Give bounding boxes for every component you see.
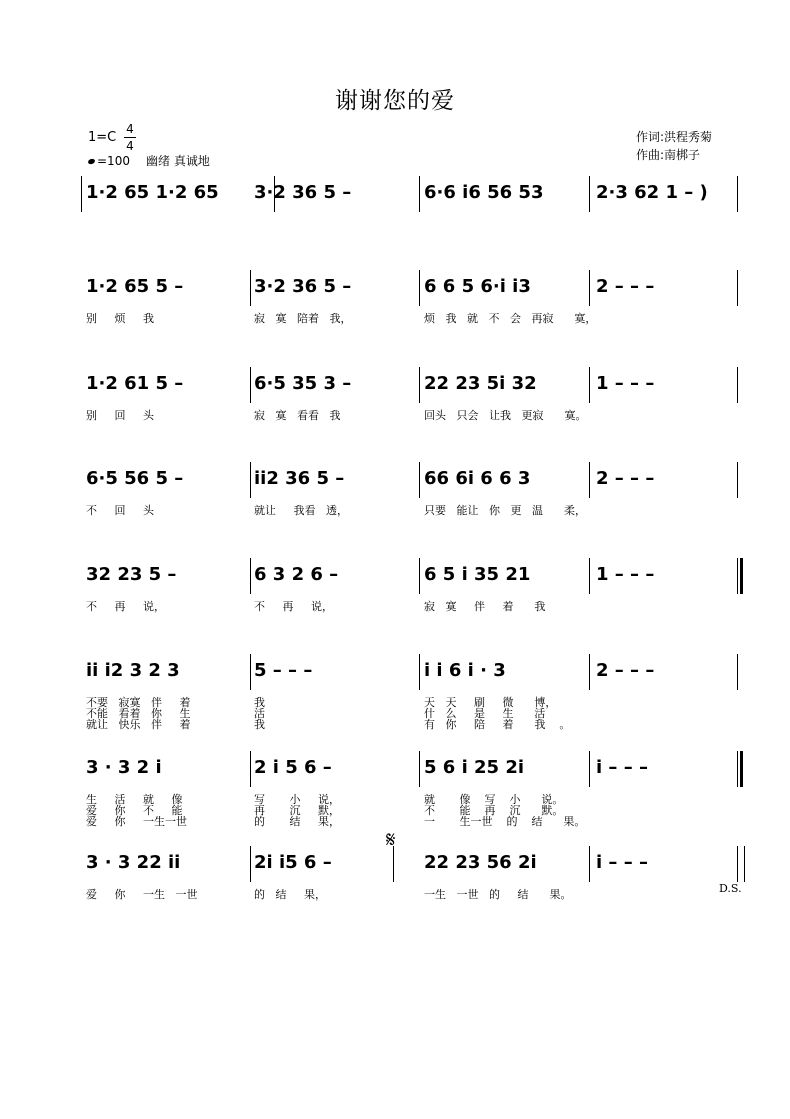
measure-notes: 22 23 56 2i bbox=[424, 852, 537, 873]
barline bbox=[250, 270, 251, 306]
lyric-line: 就 像 写 小 说。 bbox=[424, 793, 564, 806]
measure-notes: 5 – – – bbox=[254, 660, 313, 681]
measure-notes: ii2 36 5 – bbox=[254, 468, 345, 489]
measure-notes: 6 5 i 35 21 bbox=[424, 564, 531, 585]
measure-notes: 2 – – – bbox=[596, 468, 655, 489]
measure-notes: 6·6 i6 56 53 bbox=[424, 182, 544, 203]
measure-notes: i – – – bbox=[596, 852, 648, 873]
barline bbox=[589, 367, 590, 403]
measure-notes: 3 · 3 2 i bbox=[86, 757, 162, 778]
lyric-line: 不 能 再 沉 默。 bbox=[424, 804, 564, 817]
measure-notes: 3 · 3 22 ii bbox=[86, 852, 181, 873]
lyric-line: 什 么 是 生 活 bbox=[424, 707, 546, 720]
barline bbox=[737, 751, 738, 787]
lyric-line: 不要 寂寞 伴 着 bbox=[86, 696, 191, 709]
lyric-line: 不 再 说， bbox=[86, 600, 165, 613]
barline bbox=[419, 270, 420, 306]
barline bbox=[737, 176, 738, 212]
lyric-line: 一生 一世 的 结 果。 bbox=[424, 888, 572, 901]
lyric-line: 活 bbox=[254, 707, 265, 720]
measure-notes: 2i i5 6 – bbox=[254, 852, 332, 873]
composer-credit: 作曲:南梆子 bbox=[636, 148, 701, 162]
measure-notes: i – – – bbox=[596, 757, 648, 778]
measure-notes: 2 – – – bbox=[596, 276, 655, 297]
barline bbox=[250, 654, 251, 690]
barline bbox=[419, 176, 420, 212]
lyric-line: 天 天 刷 微 博， bbox=[424, 696, 557, 709]
measure-notes: 1·2 61 5 – bbox=[86, 373, 184, 394]
lyric-line: 写 小 说， bbox=[254, 793, 340, 806]
barline bbox=[419, 462, 420, 498]
lyric-line: 别 烦 我 bbox=[86, 312, 154, 325]
segno-icon: 𝄋 bbox=[386, 828, 396, 853]
lyric-line: 我 bbox=[254, 696, 265, 709]
measure-notes: 2·3 62 1 – ) bbox=[596, 182, 708, 203]
barline bbox=[419, 751, 420, 787]
lyric-line: 爱 你 不 能 bbox=[86, 804, 183, 817]
repeat-barline bbox=[740, 558, 743, 594]
barline bbox=[250, 846, 251, 882]
barline bbox=[737, 846, 738, 882]
barline bbox=[589, 846, 590, 882]
barline bbox=[250, 751, 251, 787]
meter-top: 4 bbox=[126, 122, 134, 136]
measure-notes: 6·5 56 5 – bbox=[86, 468, 184, 489]
lyric-line: 生 活 就 像 bbox=[86, 793, 183, 806]
measure-notes: 5 6 i 25 2i bbox=[424, 757, 525, 778]
key-signature: 1=C bbox=[88, 130, 117, 145]
measure-notes: 6·5 35 3 – bbox=[254, 373, 352, 394]
lyric-line: 回头 只会 让我 更寂 寞。 bbox=[424, 409, 587, 422]
measure-notes: 1 – – – bbox=[596, 373, 655, 394]
barline bbox=[419, 654, 420, 690]
lyric-line: 就让 我看 透， bbox=[254, 504, 348, 517]
final-barline bbox=[744, 846, 745, 882]
barline bbox=[250, 558, 251, 594]
measure-notes: i i 6 i · 3 bbox=[424, 660, 506, 681]
measure-notes: 6 3 2 6 – bbox=[254, 564, 339, 585]
song-title: 谢谢您的爱 bbox=[335, 88, 455, 114]
lyric-line: 我 bbox=[254, 718, 265, 731]
lyric-line: 的 结 果， bbox=[254, 815, 340, 828]
measure-notes: ii i2 3 2 3 bbox=[86, 660, 180, 681]
measure-notes: 1·2 65 1·2 65 bbox=[86, 182, 219, 203]
barline bbox=[737, 367, 738, 403]
lyric-line: 爱 你 一生一世 bbox=[86, 815, 187, 828]
barline bbox=[737, 462, 738, 498]
lyric-line: 爱 你 一生 一世 bbox=[86, 888, 198, 901]
lyric-line: 一 生一世 的 结 果。 bbox=[424, 815, 586, 828]
lyric-line: 寂 寞 伴 着 我 bbox=[424, 600, 546, 613]
lyric-line: 寂 寞 看看 我 bbox=[254, 409, 341, 422]
barline bbox=[737, 558, 738, 594]
lyric-line: 烦 我 就 不 会 再寂 寞， bbox=[424, 312, 597, 325]
dal-segno-marking: D.S. bbox=[719, 882, 742, 895]
measure-notes: 22 23 5i 32 bbox=[424, 373, 537, 394]
lyric-line: 再 沉 默， bbox=[254, 804, 340, 817]
lyric-line: 有 你 陪 着 我 。 bbox=[424, 718, 571, 731]
lyric-line: 不能 看着 你 生 bbox=[86, 707, 191, 720]
lyric-line: 不 回 头 bbox=[86, 504, 154, 517]
repeat-barline bbox=[740, 751, 743, 787]
barline bbox=[419, 367, 420, 403]
measure-notes: 66 6i 6 6 3 bbox=[424, 468, 531, 489]
measure-notes: 6 6 5 6·i i3 bbox=[424, 276, 531, 297]
barline bbox=[589, 270, 590, 306]
lyricist-credit: 作词:洪程秀菊 bbox=[636, 130, 713, 144]
lyric-line: 的 结 果， bbox=[254, 888, 326, 901]
barline bbox=[250, 462, 251, 498]
half-note-icon bbox=[87, 158, 95, 165]
barline bbox=[589, 654, 590, 690]
measure-notes: 2 – – – bbox=[596, 660, 655, 681]
measure-notes: 1 – – – bbox=[596, 564, 655, 585]
barline bbox=[250, 367, 251, 403]
time-signature bbox=[124, 122, 136, 153]
tempo-marking: =100 bbox=[88, 154, 130, 168]
barline bbox=[589, 462, 590, 498]
lyric-line: 就让 快乐 伴 着 bbox=[86, 718, 191, 731]
lyric-line: 寂 寞 陪着 我， bbox=[254, 312, 352, 325]
barline bbox=[419, 558, 420, 594]
lyric-line: 不 再 说， bbox=[254, 600, 333, 613]
measure-notes: 3·2 36 5 – bbox=[254, 182, 352, 203]
meter-bottom: 4 bbox=[126, 139, 134, 153]
barline bbox=[737, 270, 738, 306]
expression-marking: 幽绪 真诚地 bbox=[146, 154, 210, 168]
barline bbox=[737, 654, 738, 690]
lyric-line: 别 回 头 bbox=[86, 409, 154, 422]
barline bbox=[589, 558, 590, 594]
measure-notes: 3·2 36 5 – bbox=[254, 276, 352, 297]
measure-notes: 1·2 65 5 – bbox=[86, 276, 184, 297]
lyric-line: 只要 能让 你 更 温 柔， bbox=[424, 504, 586, 517]
barline bbox=[589, 751, 590, 787]
barline bbox=[589, 176, 590, 212]
measure-notes: 2 i 5 6 – bbox=[254, 757, 332, 778]
barline bbox=[81, 176, 82, 212]
measure-notes: 32 23 5 – bbox=[86, 564, 177, 585]
